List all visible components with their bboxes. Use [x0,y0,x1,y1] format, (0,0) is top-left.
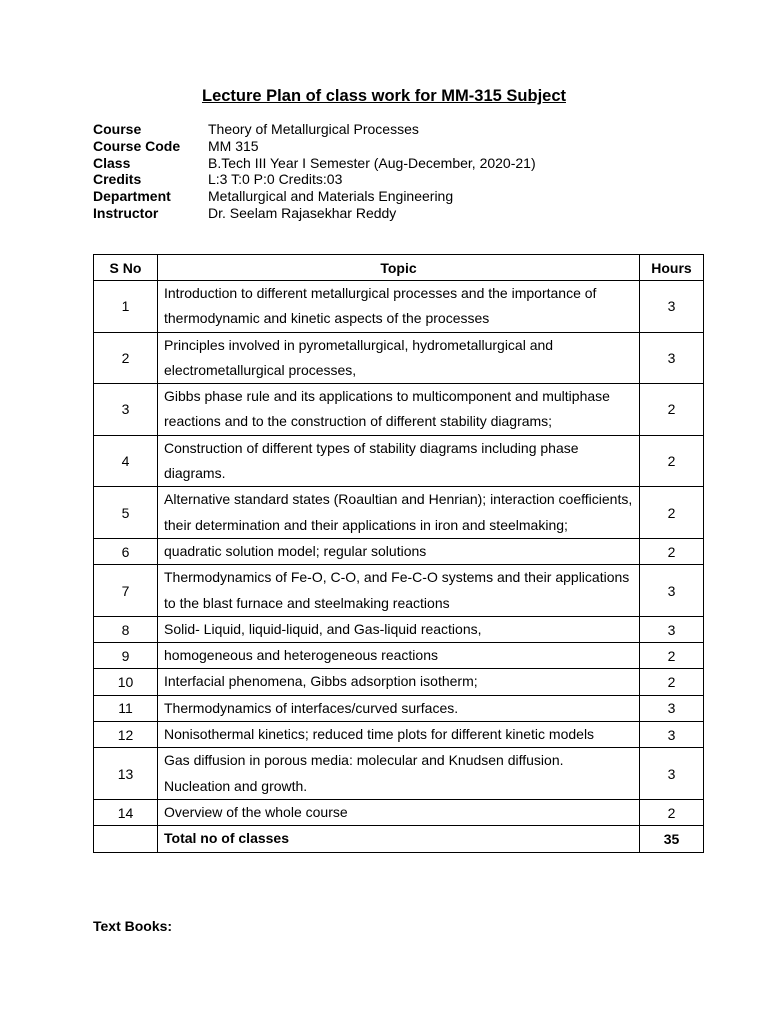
table-row [94,669,704,695]
info-row-instructor [93,205,536,222]
row-sno: 11 [94,695,158,721]
table-row [94,487,704,539]
info-row-department [93,188,536,205]
total-sno [94,826,158,852]
table-row [94,384,704,436]
row-topic: Introduction to different metallurgical processes and the importance of thermodynamic and kinetic aspects of the processes [158,281,640,333]
row-hours: 2 [640,799,704,825]
info-row-class [93,155,536,172]
row-hours: 3 [640,722,704,748]
table-row [94,722,704,748]
info-label: Department [93,188,171,205]
row-sno: 5 [94,487,158,539]
row-sno: 14 [94,799,158,825]
table-row [94,281,704,333]
info-label: Course [93,121,142,137]
total-hours: 35 [640,826,704,852]
row-hours: 3 [640,616,704,642]
total-label: Total no of classes [158,826,640,852]
row-sno: 7 [94,565,158,617]
table-row [94,565,704,617]
course-info [93,121,536,222]
row-topic: Thermodynamics of Fe-O, C-O, and Fe-C-O systems and their applications to the blast furnace and steelmaking reactions [158,565,640,617]
row-topic: Thermodynamics of interfaces/curved surfaces. [158,695,640,721]
row-topic: Solid- Liquid, liquid-liquid, and Gas-liquid reactions, [158,616,640,642]
row-topic: Overview of the whole course [158,799,640,825]
row-sno: 12 [94,722,158,748]
row-topic: Gibbs phase rule and its applications to multicomponent and multiphase reactions and to the construction of different stability diagrams; [158,384,640,436]
row-sno: 3 [94,384,158,436]
info-label: Class [93,154,131,171]
row-topic: Principles involved in pyrometallurgical, hydrometallurgical and electrometallurgical processes, [158,332,640,384]
info-row-course [93,121,536,138]
row-topic: Alternative standard states (Roaultian and Henrian); interaction coefficients, their determination and their applications in iron and steelmaking; [158,487,640,539]
page-title: Lecture Plan of class work for MM-315 Subject [201,87,566,105]
row-hours: 2 [640,669,704,695]
row-hours: 3 [640,748,704,800]
info-value: B.Tech III Year I Semester (Aug-December, 2020-21) [208,154,536,171]
info-row-credits [93,171,536,188]
info-value: Dr. Seelam Rajasekhar Reddy [208,204,397,221]
row-topic: quadratic solution model; regular solutions [158,538,640,564]
header-topic: Topic [158,255,640,281]
row-topic: Construction of different types of stability diagrams including phase diagrams. [158,435,640,487]
table-row [94,799,704,825]
table-header-row [94,255,704,281]
row-hours: 3 [640,332,704,384]
row-hours: 2 [640,643,704,669]
row-hours: 3 [640,565,704,617]
info-value: MM 315 [208,137,259,154]
row-hours: 2 [640,435,704,487]
row-topic: homogeneous and heterogeneous reactions [158,643,640,669]
row-sno: 6 [94,538,158,564]
row-sno: 13 [94,748,158,800]
lecture-plan-table [93,254,704,853]
row-topic: Nonisothermal kinetics; reduced time plots for different kinetic models [158,722,640,748]
info-row-course-code [93,138,536,155]
row-hours: 2 [640,538,704,564]
row-hours: 3 [640,281,704,333]
info-label: Instructor [93,204,159,221]
table-row [94,538,704,564]
row-topic: Gas diffusion in porous media: molecular and Knudsen diffusion. Nucleation and growth. [158,748,640,800]
info-value: L:3 T:0 P:0 Credits:03 [208,171,343,188]
info-value: Metallurgical and Materials Engineering [208,188,454,205]
row-hours: 2 [640,487,704,539]
info-label: Course Code [93,137,181,154]
text-books-heading: Text Books: [93,918,173,934]
table-row [94,616,704,642]
header-sno: S No [94,255,158,281]
total-row [94,826,704,852]
row-sno: 8 [94,616,158,642]
row-sno: 1 [94,281,158,333]
table-row [94,332,704,384]
row-hours: 3 [640,695,704,721]
row-sno: 10 [94,669,158,695]
row-sno: 4 [94,435,158,487]
row-sno: 2 [94,332,158,384]
info-value: Theory of Metallurgical Processes [208,121,419,137]
table-row [94,748,704,800]
table-row [94,643,704,669]
row-topic: Interfacial phenomena, Gibbs adsorption isotherm; [158,669,640,695]
table-row [94,435,704,487]
header-hours: Hours [640,255,704,281]
row-hours: 2 [640,384,704,436]
row-sno: 9 [94,643,158,669]
info-label: Credits [93,171,142,188]
table-row [94,695,704,721]
